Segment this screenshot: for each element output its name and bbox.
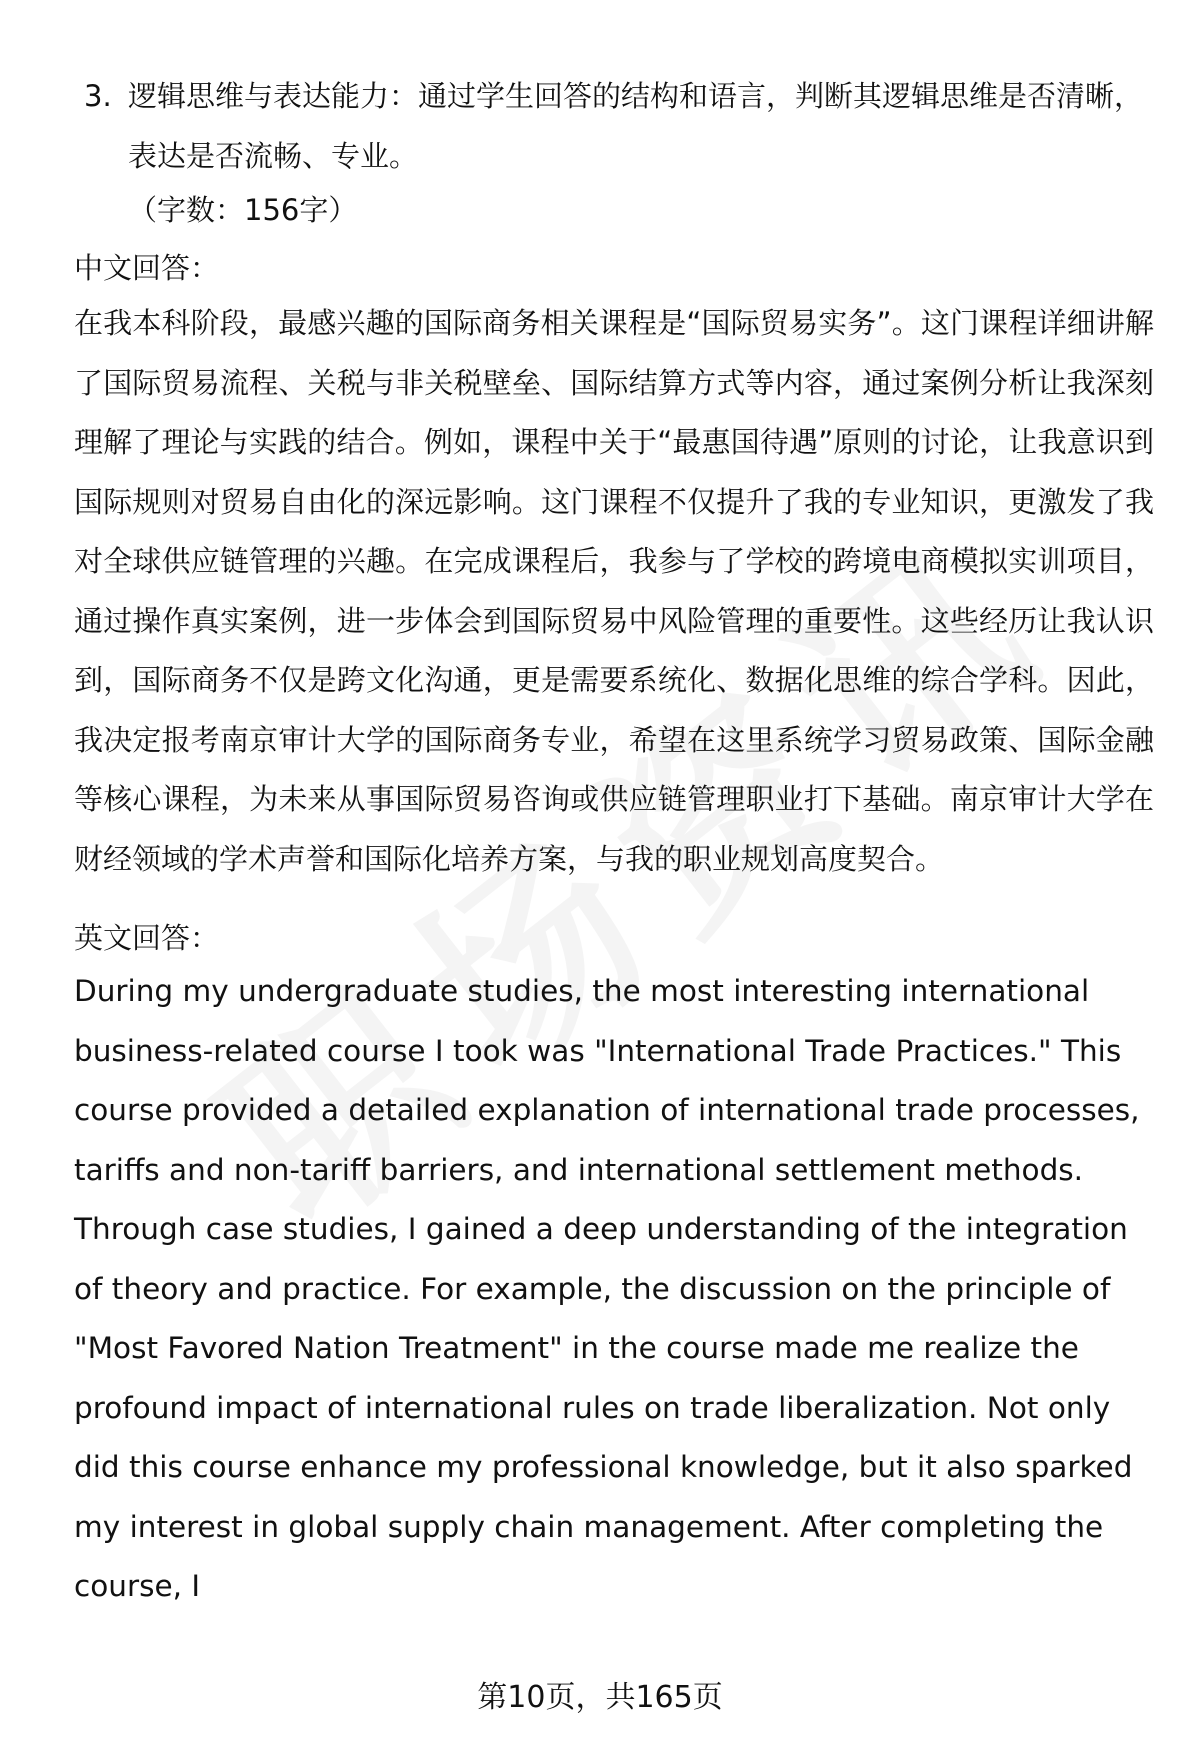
list-number: 3. xyxy=(84,79,112,113)
english-answer-body: During my undergraduate studies, the most interesting international business-related course I took was "International Trade Practices." This course provided a detailed explanation of international trade processes, tariffs and non-tariff barriers, and international settlement methods. Through case studies, I gained a deep understanding of the integration of theory and practice. For example, the discussion on the principle of "Most Favored Nation Treatment" in the course made me realize the profound impact of international rules on trade liberalization. Not only did this course enhance my professional knowledge, but it also sparked my interest in global supply chain management. After completing the course, I xyxy=(74,974,1140,1603)
word-count: （字数：156字） xyxy=(128,193,358,227)
chinese-answer-body: 在我本科阶段，最感兴趣的国际商务相关课程是“国际贸易实务”。这门课程详细讲解了国际贸易流程、关税与非关税壁垒、国际结算方式等内容，通过案例分析让我深刻理解了理论与实践的结合。例如，课程中关于“最惠国待遇”原则的讨论，让我意识到国际规则对贸易自由化的深远影响。这门课程不仅提升了我的专业知识，更激发了我对全球供应链管理的兴趣。在完成课程后，我参与了学校的跨境电商模拟实训项目，通过操作真实案例，进一步体会到国际贸易中风险管理的重要性。这些经历让我认识到，国际商务不仅是跨文化沟通，更是需要系统化、数据化思维的综合学科。因此，我决定报考南京审计大学的国际商务专业，希望在这里系统学习贸易政策、国际金融等核心课程，为未来从事国际贸易咨询或供应链管理职业打下基础。南京审计大学在财经领域的学术声誉和国际化培养方案，与我的职业规划高度契合。 xyxy=(74,306,1154,876)
english-answer-heading: 英文回答： xyxy=(74,921,220,955)
page-footer: 第10页，共165页 xyxy=(477,1680,723,1715)
chinese-answer-heading: 中文回答： xyxy=(74,251,220,285)
criteria-item-3 xyxy=(84,66,1144,186)
list-item-text: 逻辑思维与表达能力：通过学生回答的结构和语言，判断其逻辑思维是否清晰，表达是否流畅、专业。 xyxy=(128,79,1144,173)
